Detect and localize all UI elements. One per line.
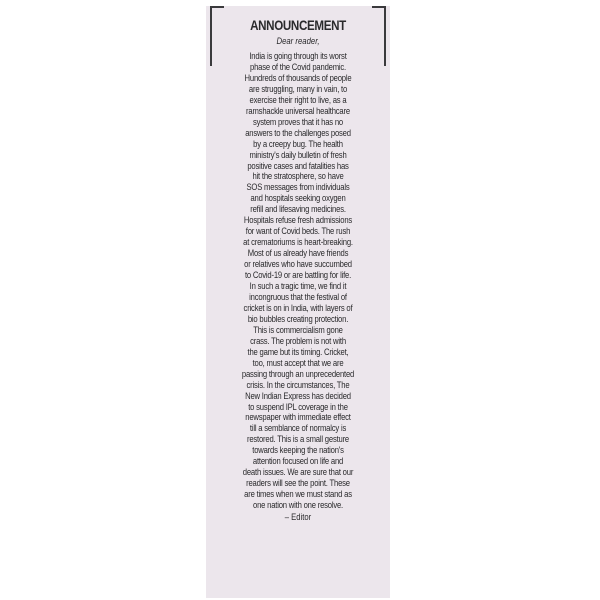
body-line: incongruous that the festival of	[249, 291, 347, 303]
announcement-title: ANNOUNCEMENT	[250, 18, 346, 33]
body-line: crisis. In the circumstances, The	[246, 379, 350, 391]
body-line: or relatives who have succumbed	[244, 259, 352, 271]
body-line: are struggling, many in vain, to	[248, 83, 348, 95]
body-line: too, must accept that we are	[252, 357, 344, 369]
body-line: This is commercialism gone	[253, 324, 343, 336]
announcement-column	[206, 6, 390, 598]
body-line: refill and lifesaving medicines.	[250, 204, 346, 216]
body-line: hit the stratosphere, so have	[252, 171, 344, 183]
body-line: phase of the Covid pandemic.	[250, 61, 346, 73]
body-line: and hospitals seeking oxygen	[250, 193, 346, 205]
body-line: bio bubbles creating protection.	[247, 313, 349, 325]
body-line: passing through an unprecedented	[241, 368, 355, 380]
body-line: towards keeping the nation's	[252, 445, 344, 457]
body-line: for want of Covid beds. The rush	[245, 226, 351, 238]
body-line: attention focused on life and	[252, 456, 344, 468]
body-line: to suspend IPL coverage in the	[248, 401, 348, 413]
left-bracket-mark	[210, 6, 224, 66]
body-line: SOS messages from individuals	[246, 182, 350, 194]
body-line: In such a tragic time, we find it	[249, 281, 347, 293]
body-line: restored. This is a small gesture	[246, 434, 350, 446]
body-line: Most of us already have friends	[247, 248, 349, 260]
body-line: cricket is on in India, with layers of	[243, 302, 353, 314]
body-line: by a creepy bug. The health	[253, 138, 343, 150]
body-line: system proves that it has no	[253, 116, 343, 128]
body-line: Hundreds of thousands of people	[244, 72, 352, 84]
body-line: India is going through its worst	[249, 51, 347, 62]
body-line: one nation with one resolve.	[253, 500, 343, 512]
body-line: Hospitals refuse fresh admissions	[243, 215, 353, 227]
announcement-body	[212, 52, 384, 512]
body-line: New Indian Express has decided	[245, 390, 351, 402]
body-line: crass. The problem is not with	[250, 335, 346, 347]
body-line: readers will see the point. These	[246, 478, 350, 490]
body-line: answers to the challenges posed	[245, 127, 351, 139]
body-line: to Covid-19 or are battling for life.	[244, 270, 352, 282]
body-line: the game but its timing. Cricket,	[247, 346, 349, 358]
body-line: till a semblance of normalcy is	[249, 423, 347, 435]
salutation: Dear reader,	[276, 36, 320, 46]
right-bracket-mark	[372, 6, 386, 66]
editor-signoff: – Editor	[284, 512, 312, 524]
body-line: are times when we must stand as	[244, 489, 352, 501]
body-line: ramshackle universal healthcare	[246, 105, 350, 117]
body-line: exercise their right to live, as a	[249, 94, 347, 106]
body-line: at crematoriums is heart-breaking.	[243, 237, 353, 249]
body-line: newspaper with immediate effect	[245, 412, 351, 424]
body-line: positive cases and fatalities has	[247, 160, 349, 172]
body-line: ministry's daily bulletin of fresh	[249, 149, 347, 161]
body-line: death issues. We are sure that our	[242, 467, 354, 479]
